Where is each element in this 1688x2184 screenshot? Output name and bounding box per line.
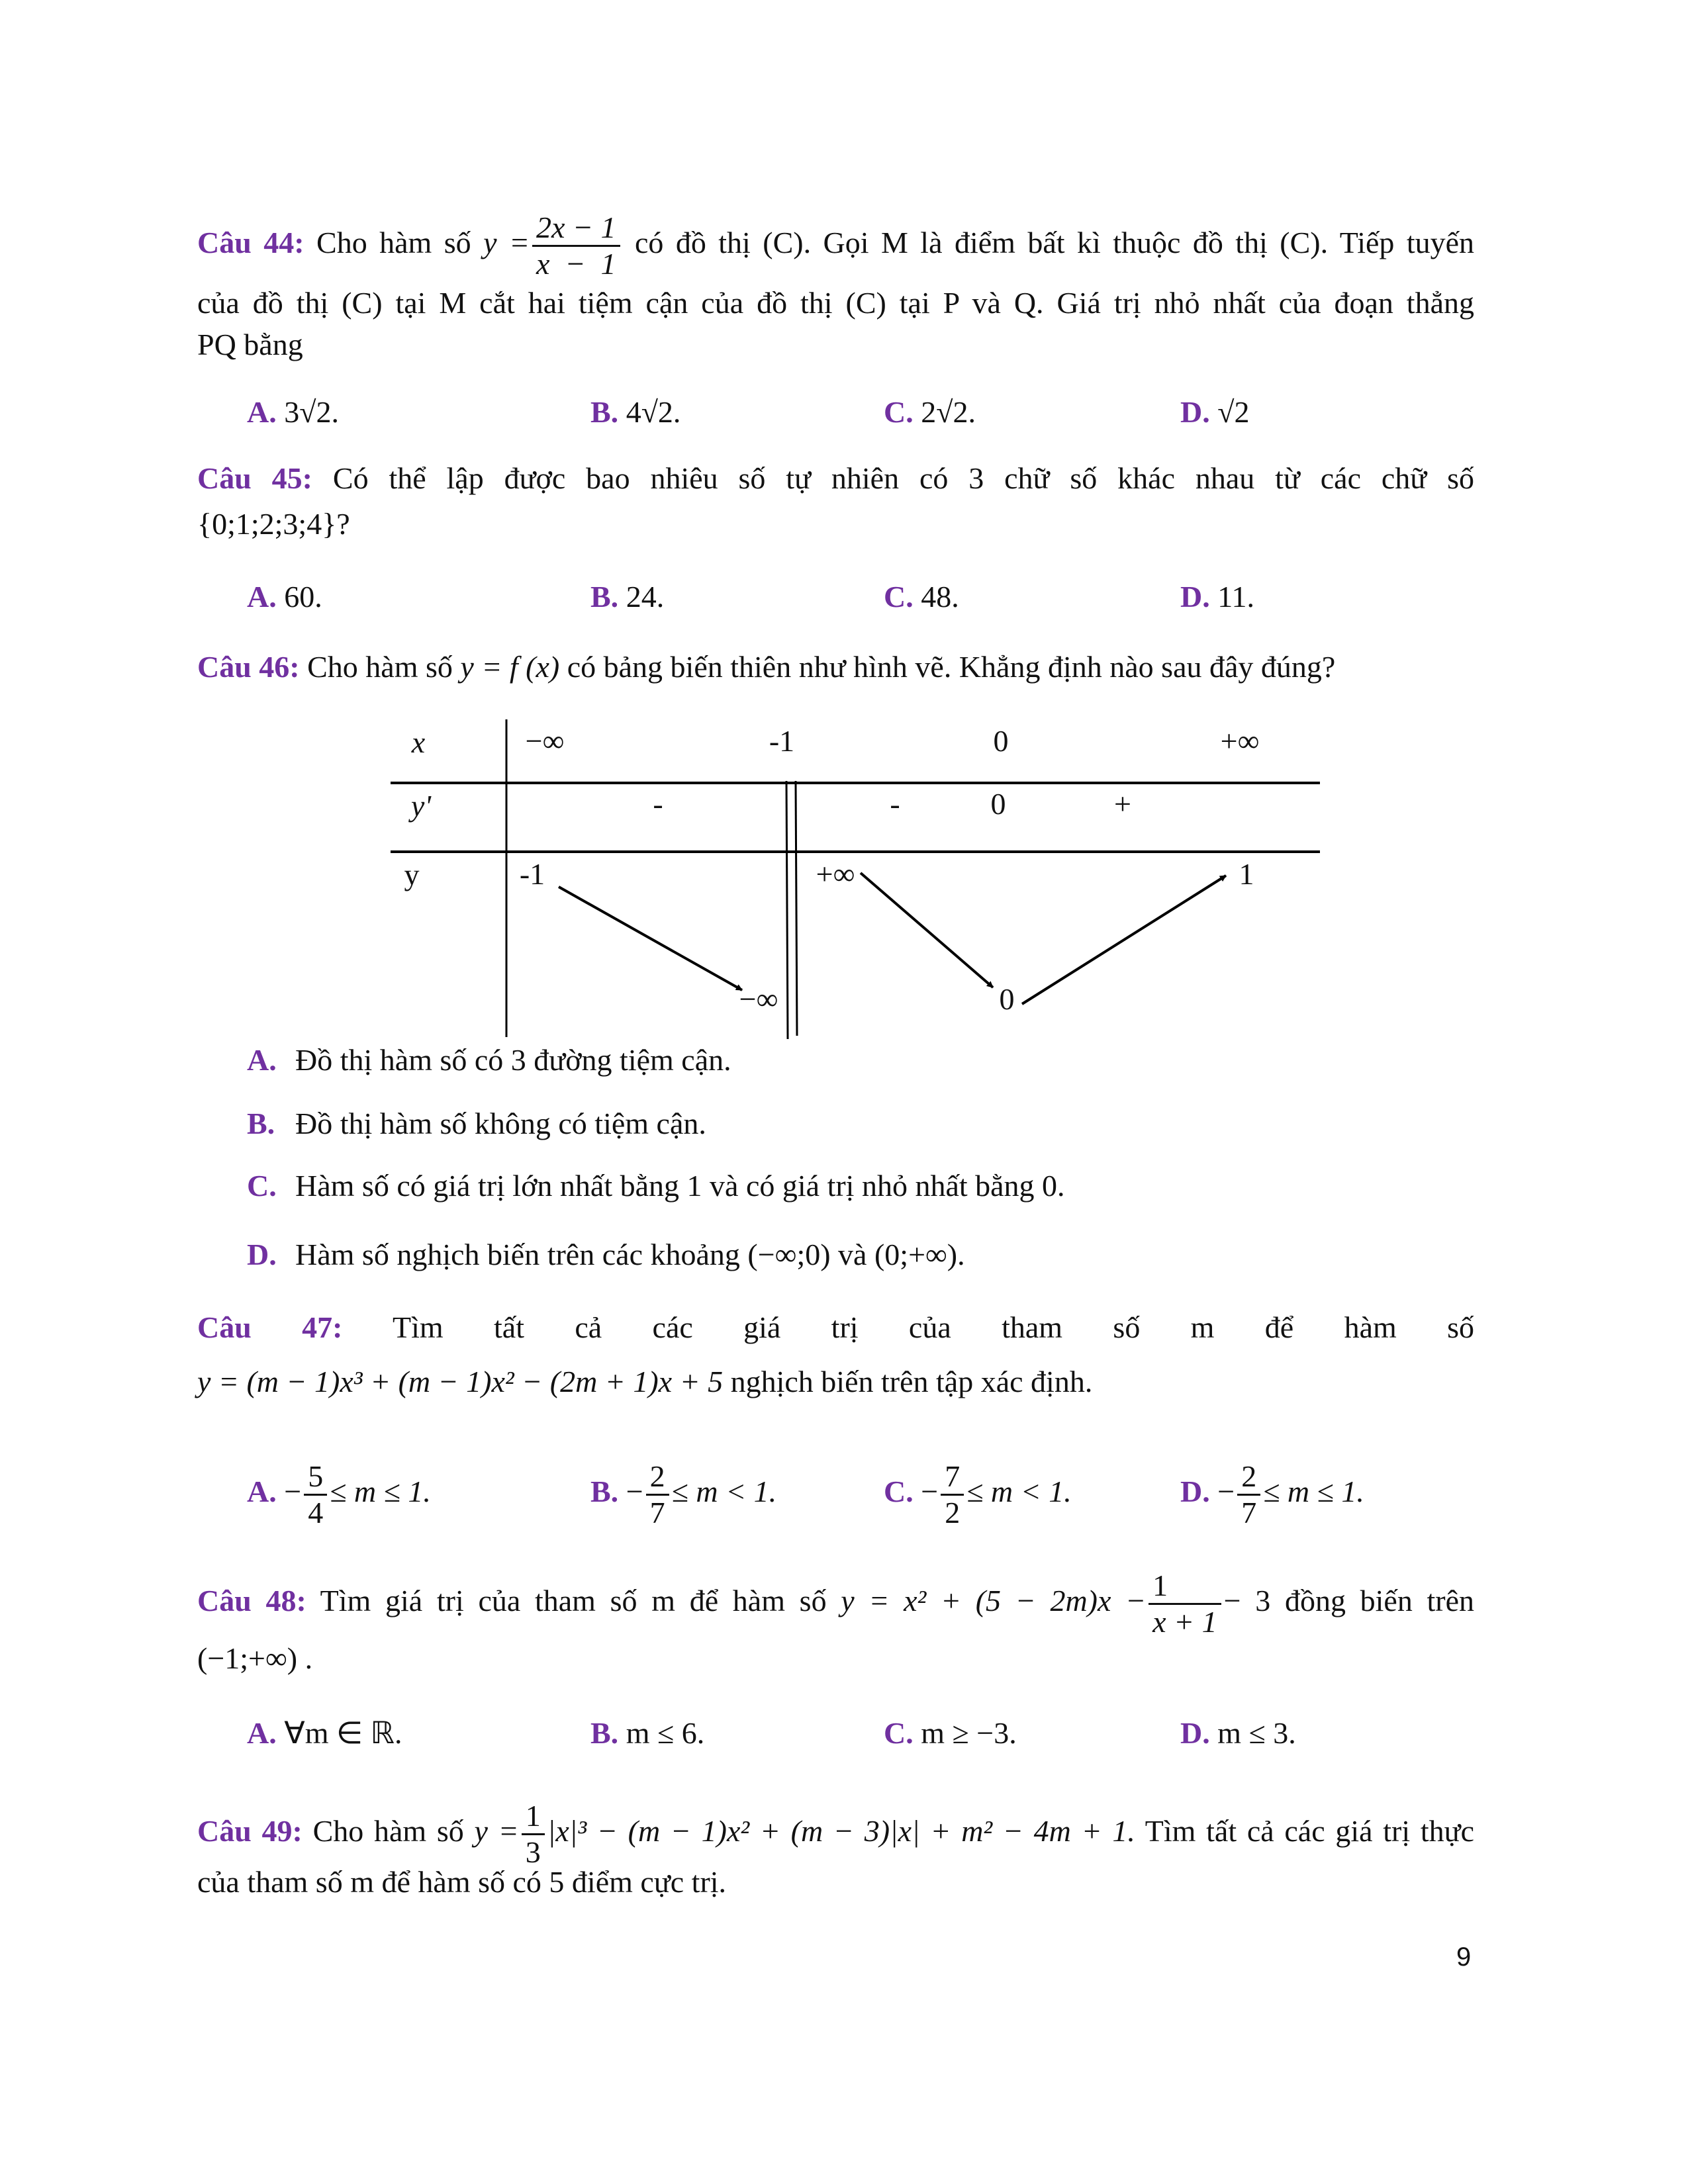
answer-letter: A. — [247, 580, 277, 614]
asymptote-line — [786, 781, 788, 1039]
answer-fraction: $\frac{2}{7}$ — [646, 1459, 669, 1530]
option-text: Hàm số nghịch biến trên các khoảng (−∞;0) và (0;+∞). — [295, 1238, 965, 1271]
page-number: 9 — [1456, 1942, 1472, 1972]
answer-letter: C. — [884, 1716, 914, 1750]
answer-fraction: $\frac{7}{2}$ — [941, 1459, 964, 1530]
option-text: Hàm số có giá trị lớn nhất bằng 1 và có giá trị nhỏ nhất bằng 0. — [295, 1169, 1065, 1203]
answer-letter: C. — [884, 1475, 914, 1509]
q45-line2: {0;1;2;3;4}? — [197, 507, 350, 541]
answer-option — [247, 1459, 431, 1530]
table-x-value: +∞ — [1220, 724, 1260, 758]
answer-value: √2 — [1217, 395, 1250, 429]
answer-sign: − — [1217, 1475, 1235, 1509]
answer-sign: − — [284, 1475, 302, 1509]
q48-label: Câu 48: — [197, 1584, 306, 1618]
increase-arrow — [1022, 876, 1226, 1004]
answer-option — [884, 1715, 1017, 1752]
q45-label: Câu 45: — [197, 461, 312, 495]
decrease-arrow — [559, 887, 742, 990]
answer-option — [1180, 1715, 1296, 1752]
answer-fraction: $\frac{2}{7}$ — [1237, 1459, 1260, 1530]
q49-line2: của tham số m để hàm số có 5 điểm cực trị. — [197, 1865, 727, 1899]
decrease-arrow — [861, 873, 993, 987]
answer-sign: − — [626, 1475, 643, 1509]
answer-value: ≤ m ≤ 1. — [1263, 1475, 1364, 1509]
answer-value: 24. — [626, 580, 665, 614]
option-text: Đồ thị hàm số không có tiệm cận. — [295, 1107, 706, 1140]
q45-text: Có thể lập được bao nhiêu số tự nhiên có 3 chữ số khác nhau từ các chữ số — [332, 461, 1475, 495]
answer-value: 48. — [921, 580, 959, 614]
table-y-value: -1 — [519, 857, 545, 891]
option-letter: C. — [247, 1169, 277, 1203]
answer-option — [1180, 394, 1249, 431]
table-sign: - — [653, 787, 663, 821]
q49-text: Cho hàm số — [312, 1814, 464, 1848]
table-sign: + — [1114, 787, 1131, 821]
table-y-label: y — [404, 858, 420, 891]
q47-formula: y = (m − 1)x³ + (m − 1)x² − (2m + 1)x + 5 — [197, 1365, 724, 1398]
answer-option — [884, 578, 959, 615]
table-x-value: 0 — [993, 724, 1009, 758]
option-letter: A. — [247, 1043, 277, 1077]
answer-fraction: $\frac{5}{4}$ — [304, 1459, 327, 1530]
answer-value: ∀m ∈ ℝ. — [284, 1716, 402, 1750]
q48-line1 — [197, 1569, 1474, 1639]
answer-option — [247, 394, 339, 431]
answer-letter: B. — [590, 580, 619, 614]
option-letter: B. — [247, 1107, 275, 1140]
table-sign: 0 — [990, 787, 1006, 821]
answer-value: 11. — [1217, 580, 1255, 614]
answer-option — [247, 1715, 402, 1752]
q47-line2 — [197, 1363, 1474, 1400]
q49-label: Câu 49: — [197, 1814, 303, 1848]
q45-line1 — [197, 460, 1474, 497]
q46-label: Câu 46: — [197, 650, 300, 684]
answer-value: 60. — [284, 580, 322, 614]
q44-fraction: $\frac{2x - 1}{x - 1}$ — [532, 210, 620, 281]
answer-value: 4√2. — [626, 395, 681, 429]
q44-label: Câu 44: — [197, 226, 305, 260]
answer-letter: D. — [1180, 1716, 1210, 1750]
table-y-value: 1 — [1239, 857, 1254, 891]
q44-line3: PQ bằng — [197, 328, 303, 361]
answer-value: ≤ m < 1. — [671, 1475, 777, 1509]
answer-option — [590, 394, 680, 431]
answer-value: m ≥ −3. — [921, 1716, 1017, 1750]
q49-text2: Tìm tất cả các giá trị thực — [1145, 1814, 1474, 1848]
answer-value: ≤ m < 1. — [966, 1475, 1072, 1509]
q48-fraction: $\frac{1}{x + 1}$ — [1149, 1569, 1221, 1639]
option-c — [247, 1167, 1065, 1205]
q46-line1 — [197, 649, 1474, 686]
asymptote-line — [796, 781, 797, 1036]
q47-label: Câu 47: — [197, 1310, 343, 1344]
answer-letter: B. — [590, 1475, 619, 1509]
q47-text: Tìm tất cả các giá trị của tham số m để hàm số — [393, 1310, 1475, 1344]
table-yprime-label: y' — [410, 789, 432, 823]
table-x-label: x — [411, 725, 426, 759]
answer-option — [884, 394, 976, 431]
q44-text: Cho hàm số — [316, 226, 471, 260]
table-x-value: -1 — [769, 724, 795, 758]
answer-option — [1180, 578, 1254, 615]
q49-formula2: |x|³ − (m − 1)x² + (m − 3)|x| + m² − 4m + 1. — [547, 1814, 1135, 1848]
q49-line1 — [197, 1799, 1474, 1870]
answer-letter: D. — [1180, 580, 1210, 614]
answer-letter: D. — [1180, 1475, 1210, 1509]
option-d — [247, 1236, 965, 1273]
q47-text2: nghịch biến trên tập xác định. — [730, 1365, 1093, 1398]
q48-formula: y = x² + (5 − 2m)x − — [841, 1584, 1147, 1618]
answer-sign: − — [921, 1475, 939, 1509]
answer-letter: D. — [1180, 395, 1210, 429]
answer-letter: C. — [884, 580, 914, 614]
option-b — [247, 1105, 706, 1142]
q49-fraction: $\frac{1}{3}$ — [522, 1799, 545, 1870]
q47-line1 — [197, 1309, 1474, 1346]
table-y-value: +∞ — [816, 857, 855, 891]
answer-option — [1180, 1459, 1364, 1530]
option-letter: D. — [247, 1238, 277, 1271]
answer-option — [884, 1459, 1072, 1530]
answer-letter: B. — [590, 395, 619, 429]
answer-value: m ≤ 3. — [1217, 1716, 1296, 1750]
answer-option — [590, 578, 664, 615]
table-x-value: −∞ — [525, 724, 565, 758]
table-y-value: −∞ — [739, 982, 778, 1016]
q44-text2: có đồ thị (C). Gọi M là điểm bất kì thuộc đồ thị (C). Tiếp tuyến — [634, 226, 1475, 260]
answer-option — [590, 1715, 704, 1752]
option-a — [247, 1042, 731, 1079]
answer-option — [590, 1459, 776, 1530]
answer-letter: A. — [247, 1475, 277, 1509]
q48-formula2: − 3 — [1223, 1584, 1271, 1618]
q48-text: Tìm giá trị của tham số m để hàm số — [320, 1584, 827, 1618]
q49-formula: y = — [474, 1814, 519, 1848]
answer-letter: A. — [247, 395, 277, 429]
q44-line1 — [197, 210, 1474, 281]
option-text: Đồ thị hàm số có 3 đường tiệm cận. — [295, 1043, 731, 1077]
q48-line2: (−1;+∞) . — [197, 1641, 313, 1675]
answer-letter: A. — [247, 1716, 277, 1750]
q46-formula: y = f (x) — [460, 650, 560, 684]
answer-option — [247, 578, 322, 615]
q44-y: y = — [483, 226, 530, 260]
answer-letter: B. — [590, 1716, 619, 1750]
answer-value: 3√2. — [284, 395, 339, 429]
q48-text2: đồng biến trên — [1284, 1584, 1475, 1618]
answer-value: ≤ m ≤ 1. — [330, 1475, 431, 1509]
table-sign: - — [890, 787, 900, 821]
answer-value: m ≤ 6. — [626, 1716, 705, 1750]
q44-line2: của đồ thị (C) tại M cắt hai tiệm cận của đồ thị (C) tại P và Q. Giá trị nhỏ nhất của đoạn thẳng — [197, 286, 1474, 320]
q46-text: Cho hàm số — [307, 650, 453, 684]
q46-text2: có bảng biến thiên như hình vẽ. Khẳng định nào sau đây đúng? — [567, 650, 1336, 684]
answer-value: 2√2. — [921, 395, 976, 429]
table-y-value: 0 — [999, 982, 1015, 1016]
answer-letter: C. — [884, 395, 914, 429]
